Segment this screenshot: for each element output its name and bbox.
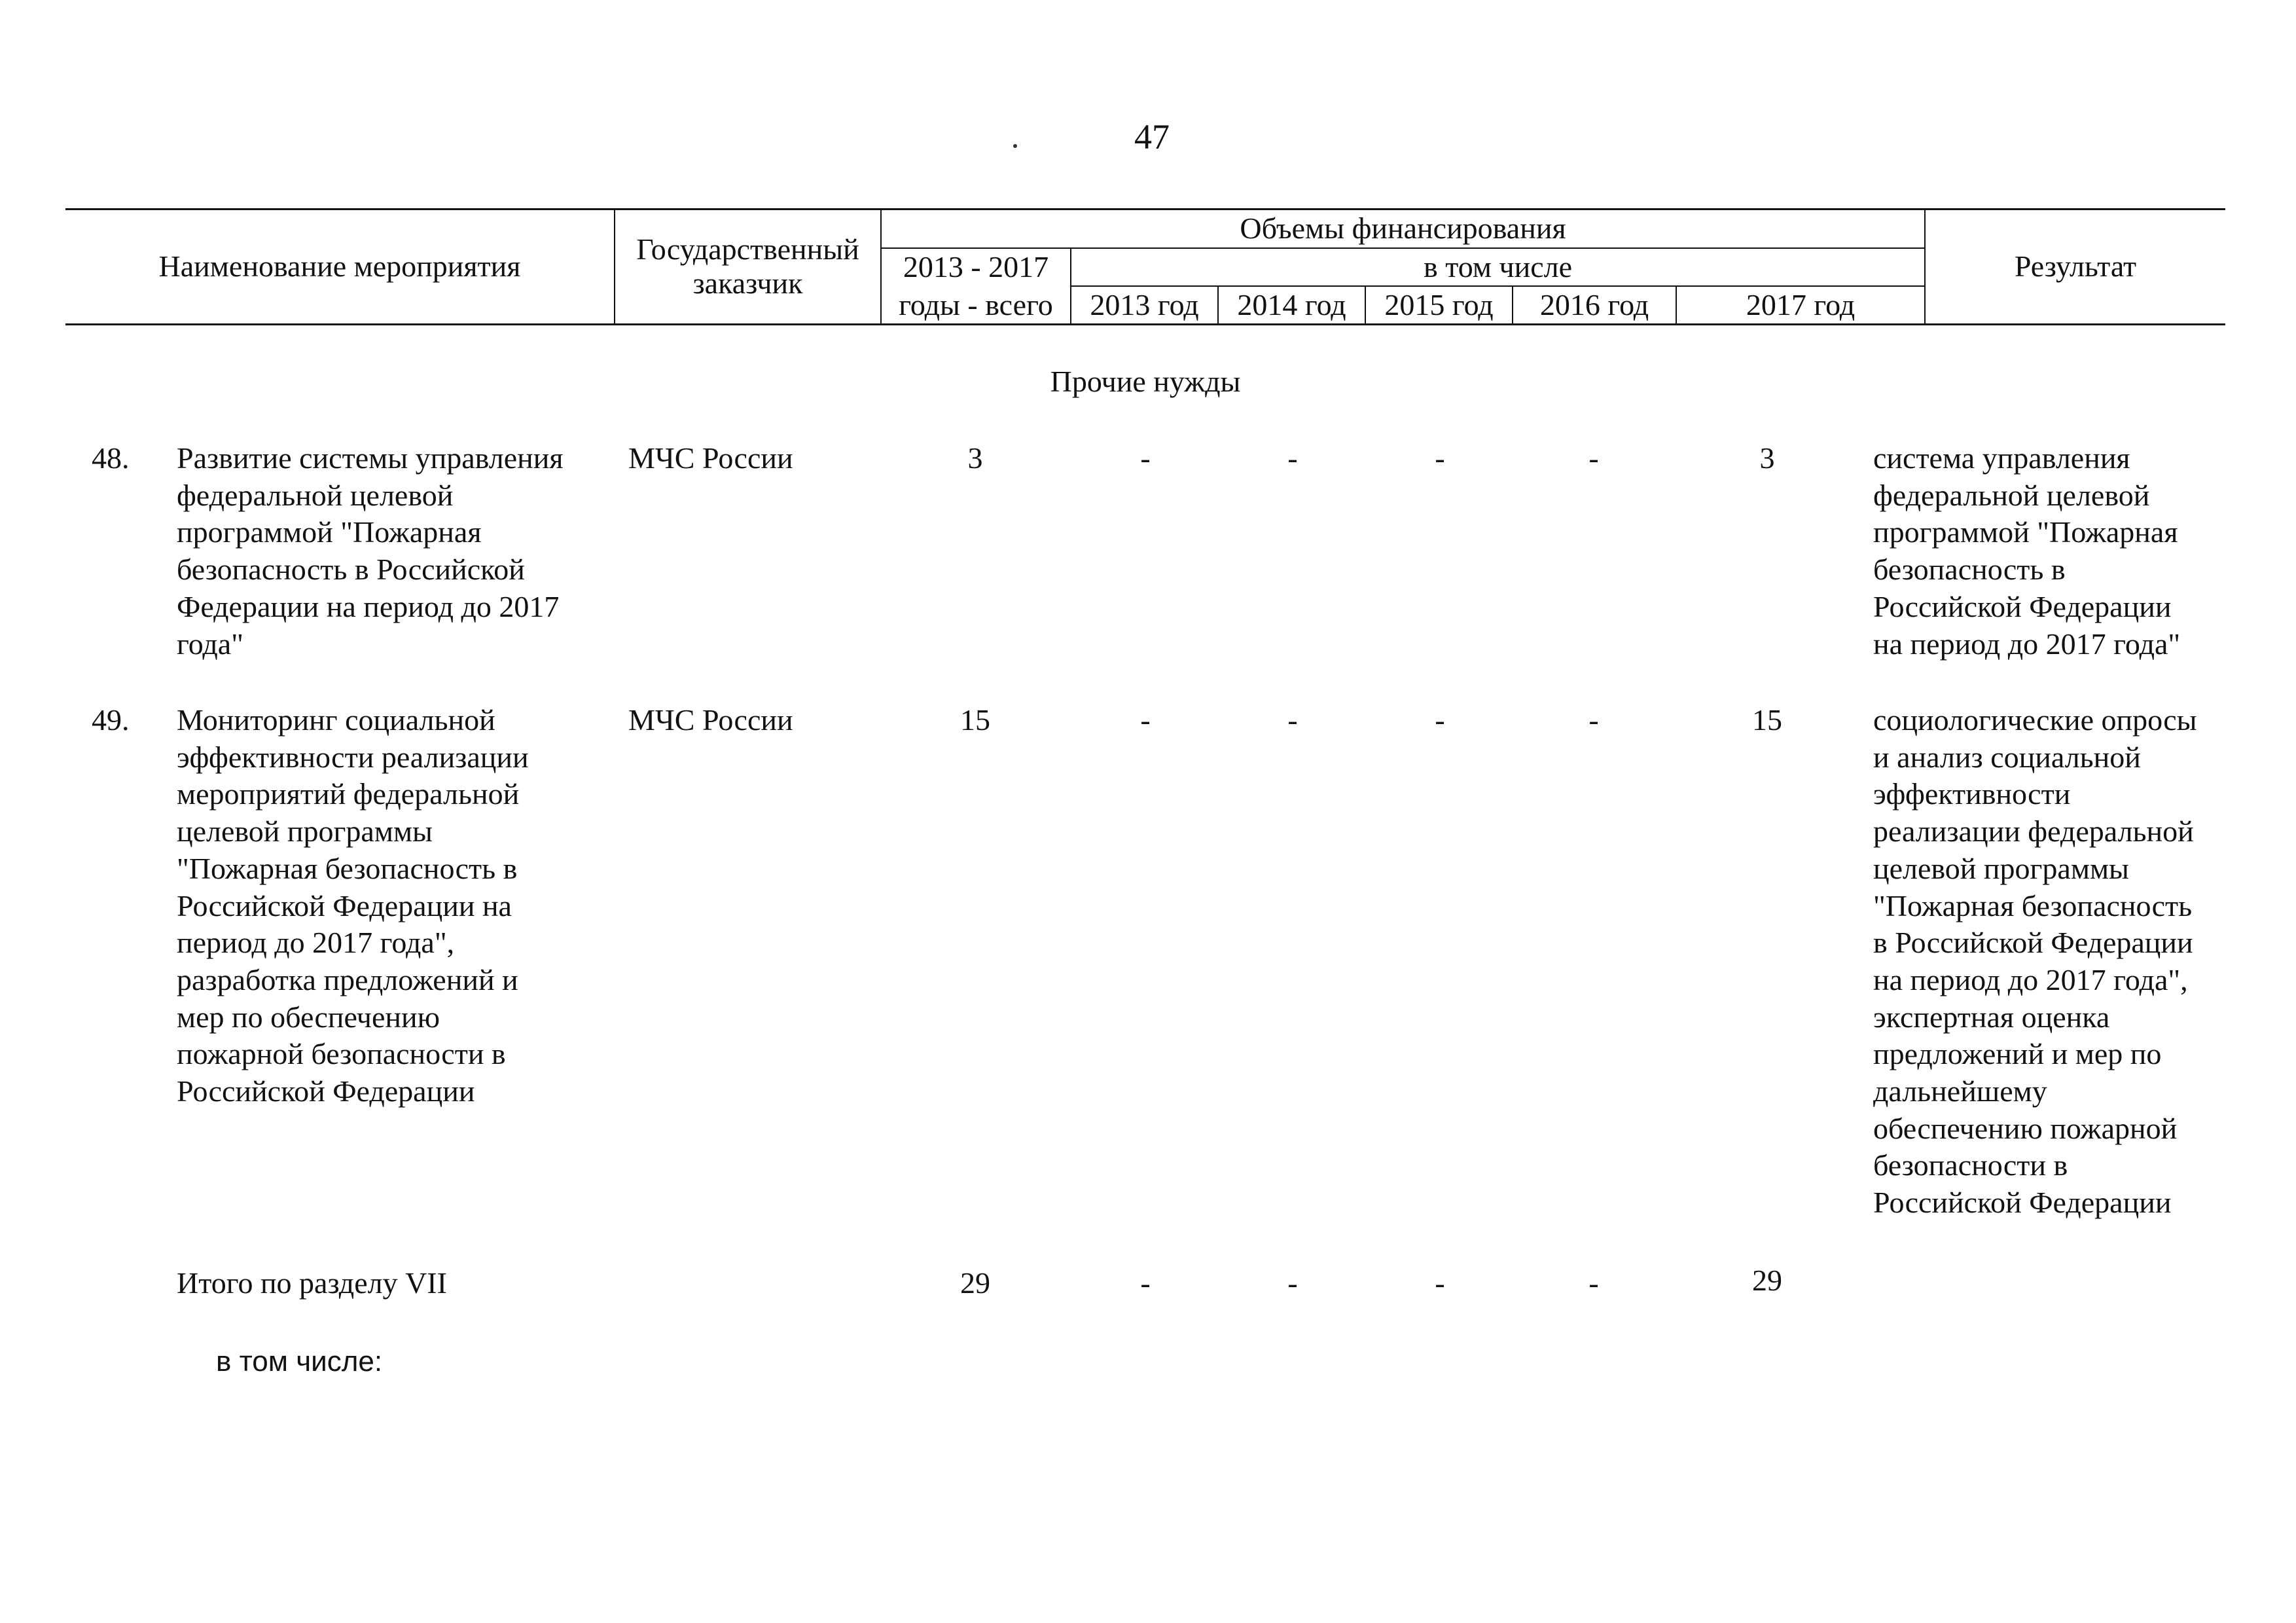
header-financing: Объемы финансирования xyxy=(1240,211,1566,245)
header-including: в том числе xyxy=(1424,250,1572,283)
row-2017: 3 xyxy=(1759,441,1775,475)
total-sum: 29 xyxy=(960,1266,990,1300)
header-year-2016: 2016 год xyxy=(1539,288,1649,321)
row-2014: - xyxy=(1287,703,1298,737)
total-2013: - xyxy=(1140,1266,1151,1300)
header-year-2014: 2014 год xyxy=(1237,288,1346,321)
including-label: в том числе: xyxy=(216,1345,383,1377)
row-name: Мониторинг социальной эффективности реализации мероприятий федеральной целевой программы "Пожарная безопасность в Российской Федерации на период до 2017 года", разработка предложений и мер по обеспечению пожарной безопасности в Российской Федерации xyxy=(177,703,529,1108)
header-result: Результат xyxy=(2014,249,2137,283)
row-name: Развитие системы управления федеральной целевой программой "Пожарная безопасность в Российской Федерации на период до 2017 года" xyxy=(177,441,564,661)
row-customer: МЧС России xyxy=(628,441,793,475)
total-2016: - xyxy=(1588,1266,1599,1300)
row-2013: - xyxy=(1140,441,1151,475)
row-total: 3 xyxy=(967,441,983,475)
header-name: Наименование мероприятия xyxy=(158,249,521,283)
row-2016: - xyxy=(1588,441,1599,475)
row-2014: - xyxy=(1287,441,1298,475)
header-year-2017: 2017 год xyxy=(1746,288,1856,321)
stray-dot xyxy=(1013,144,1017,148)
total-label: Итого по разделу VII xyxy=(177,1266,447,1300)
total-2015: - xyxy=(1435,1266,1445,1300)
page-number: 47 xyxy=(1134,117,1170,156)
header-customer: Государственный заказчик xyxy=(636,232,859,300)
total-2014: - xyxy=(1287,1266,1298,1300)
row-result: система управления федеральной целевой программой "Пожарная безопасность в Российской Федерации на период до 2017 года" xyxy=(1873,441,2181,661)
header-year-2015: 2015 год xyxy=(1384,288,1494,321)
row-customer: МЧС России xyxy=(628,703,793,737)
total-2017: 29 xyxy=(1752,1264,1782,1297)
row-2015: - xyxy=(1435,441,1445,475)
row-number: 48. xyxy=(92,441,130,475)
row-total: 15 xyxy=(960,703,990,737)
table-header xyxy=(65,208,2225,325)
header-year-2013: 2013 год xyxy=(1090,288,1199,321)
row-2015: - xyxy=(1435,703,1445,737)
row-number: 49. xyxy=(92,703,130,737)
row-2016: - xyxy=(1588,703,1599,737)
row-result: социологические опросы и анализ социальной эффективности реализации федеральной целевой программы "Пожарная безопасность в Российской Федерации на период до 2017 года", экспертная оценка предложений и мер по дальнейшему обеспечению пожарной безопасности в Российской Федерации xyxy=(1873,703,2197,1220)
section-title: Прочие нужды xyxy=(1050,365,1241,398)
row-2013: - xyxy=(1140,703,1151,737)
header-total-top: 2013 - 2017 xyxy=(903,250,1049,283)
header-total-bottom: годы - всего xyxy=(899,288,1053,321)
row-2017: 15 xyxy=(1752,703,1782,737)
